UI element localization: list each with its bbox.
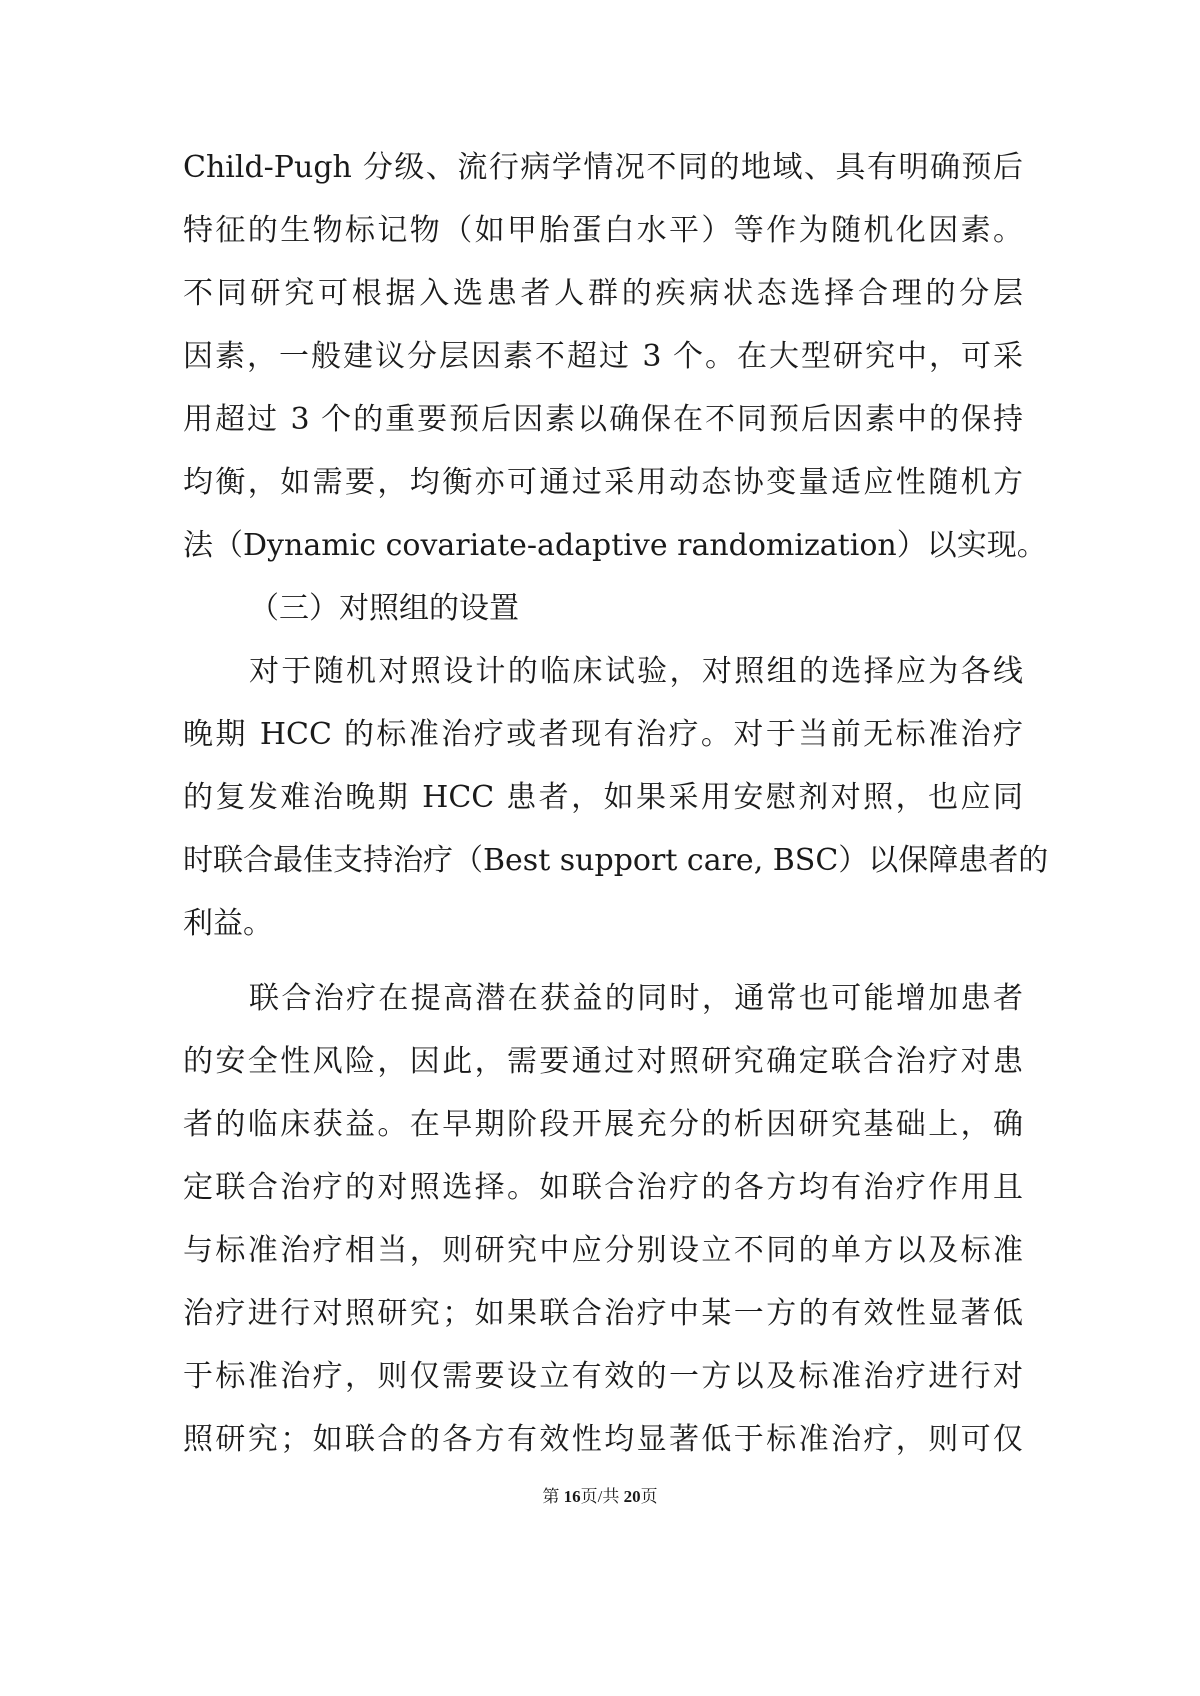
- paragraph-line: 联合治疗在提高潜在获益的同时，通常也可能增加患者: [249, 981, 1023, 1016]
- page-footer: [0, 1482, 1200, 1507]
- paragraph-line: 用超过 3 个的重要预后因素以确保在不同预后因素中的保持: [183, 402, 1023, 437]
- paragraph-line: Child-Pugh 分级、流行病学情况不同的地域、具有明确预后: [183, 150, 1023, 185]
- paragraph-line: 治疗进行对照研究；如果联合治疗中某一方的有效性显著低: [183, 1296, 1023, 1331]
- paragraph-line: 不同研究可根据入选患者人群的疾病状态选择合理的分层: [183, 276, 1023, 311]
- paragraph-line: 于标准治疗，则仅需要设立有效的一方以及标准治疗进行对: [183, 1359, 1023, 1394]
- footer-prefix: 第: [542, 1487, 564, 1506]
- section-heading: （三）对照组的设置: [249, 591, 519, 626]
- footer-suffix: 页: [640, 1487, 658, 1506]
- paragraph-line: 特征的生物标记物（如甲胎蛋白水平）等作为随机化因素。: [183, 213, 1023, 248]
- paragraph-gap: [183, 955, 1023, 967]
- paragraph-line: 法（Dynamic covariate-adaptive randomization）以实现。: [183, 528, 1047, 563]
- paragraph-line: 与标准治疗相当，则研究中应分别设立不同的单方以及标准: [183, 1233, 1023, 1268]
- paragraph-line: 对于随机对照设计的临床试验，对照组的选择应为各线: [249, 654, 1023, 689]
- paragraph-line: 晚期 HCC 的标准治疗或者现有治疗。对于当前无标准治疗: [183, 717, 1023, 752]
- body-text: [183, 136, 1049, 1471]
- paragraph-line: 的复发难治晚期 HCC 患者，如果采用安慰剂对照，也应同: [183, 780, 1023, 815]
- paragraph-line: 定联合治疗的对照选择。如联合治疗的各方均有治疗作用且: [183, 1170, 1023, 1205]
- current-page-number: 16: [563, 1487, 581, 1506]
- paragraph-line: 时联合最佳支持治疗（Best support care, BSC）以保障患者的: [183, 843, 1049, 878]
- paragraph-line: 照研究；如联合的各方有效性均显著低于标准治疗，则可仅: [183, 1422, 1023, 1457]
- paragraph-line: 均衡，如需要，均衡亦可通过采用动态协变量适应性随机方: [183, 465, 1023, 500]
- paragraph-line: 的安全性风险，因此，需要通过对照研究确定联合治疗对患: [183, 1044, 1023, 1079]
- paragraph-line: 因素，一般建议分层因素不超过 3 个。在大型研究中，可采: [183, 339, 1023, 374]
- paragraph-line: 利益。: [183, 906, 273, 941]
- paragraph-line: 者的临床获益。在早期阶段开展充分的析因研究基础上，确: [183, 1107, 1023, 1142]
- footer-middle: 页/共: [580, 1487, 624, 1506]
- total-pages-number: 20: [623, 1487, 641, 1506]
